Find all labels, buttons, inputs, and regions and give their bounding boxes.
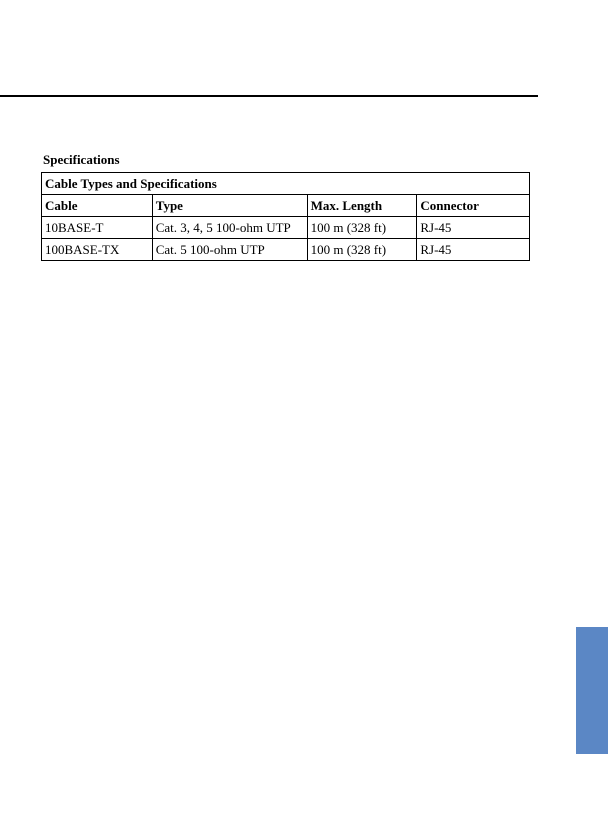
cell-max-length: 100 m (328 ft) (307, 217, 417, 239)
cell-cable: 10BASE-T (42, 217, 153, 239)
header-rule (0, 95, 538, 97)
cell-max-length: 100 m (328 ft) (307, 239, 417, 261)
table-header-row (42, 195, 530, 217)
cell-type: Cat. 3, 4, 5 100-ohm UTP (152, 217, 307, 239)
cell-cable: 100BASE-TX (42, 239, 153, 261)
column-header-connector: Connector (417, 195, 530, 217)
table-row (42, 239, 530, 261)
cable-spec-table (41, 172, 530, 261)
column-header-cable: Cable (42, 195, 153, 217)
table-row (42, 217, 530, 239)
cell-type: Cat. 5 100-ohm UTP (152, 239, 307, 261)
table-caption: Cable Types and Specifications (42, 173, 530, 195)
cell-connector: RJ-45 (417, 239, 530, 261)
section-heading: Specifications (43, 152, 120, 167)
column-header-type: Type (152, 195, 307, 217)
cell-connector: RJ-45 (417, 217, 530, 239)
column-header-max-length: Max. Length (307, 195, 417, 217)
table-caption-row (42, 173, 530, 195)
chapter-thumb-tab (576, 627, 608, 754)
